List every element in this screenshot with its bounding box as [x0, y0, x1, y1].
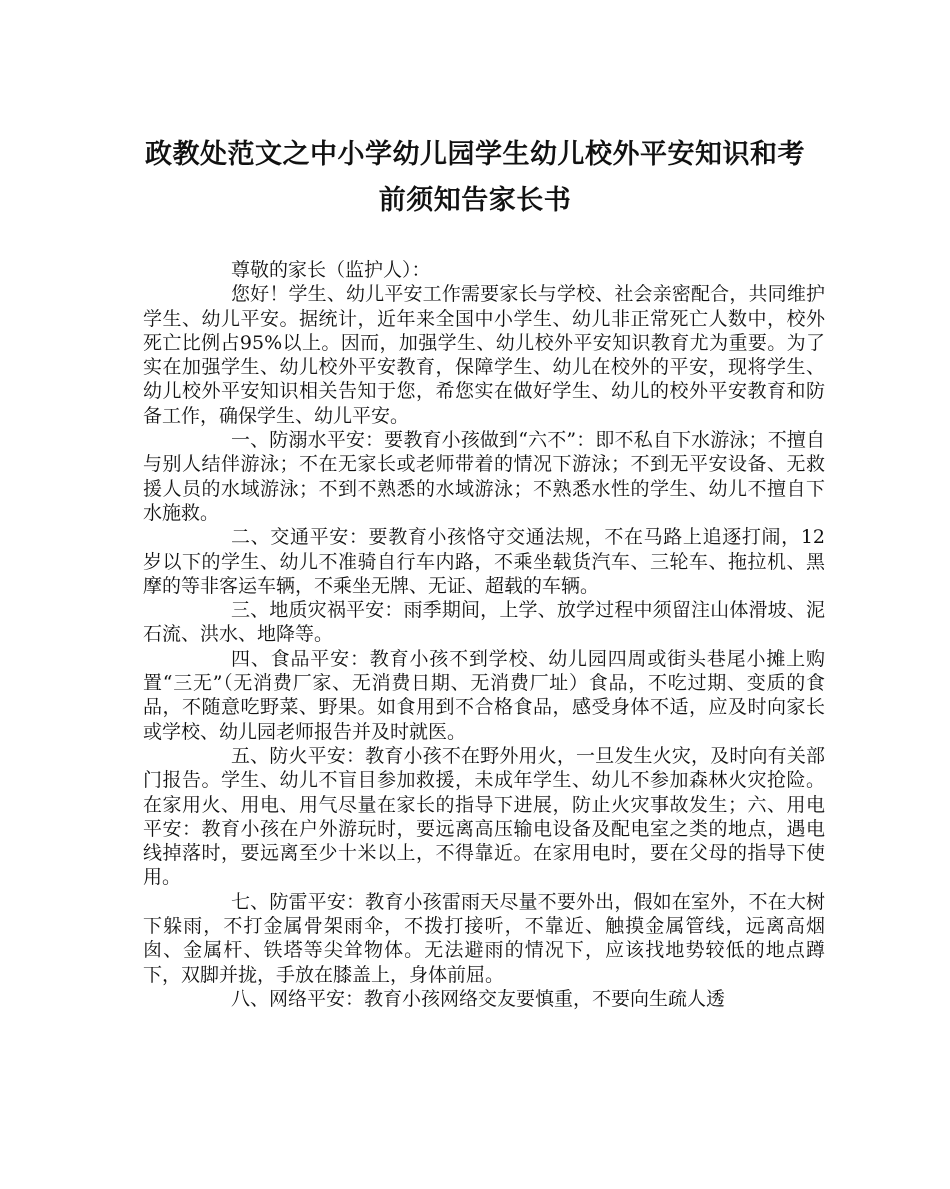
paragraph-traffic-safety: 二、交通平安：要教育小孩恪守交通法规，不在马路上追逐打闹，12岁以下的学生、幼儿不准骑自行车内路，不乘坐载货汽车、三轮车、拖拉机、黑摩的等非客运车辆，不乘坐无牌、无证、超载的车辆。 — [143, 526, 825, 597]
paragraph-greeting: 您好！学生、幼儿平安工作需要家长与学校、社会亲密配合，共同维护学生、幼儿平安。据统计，近年来全国中小学生、幼儿非正常死亡人数中，校外死亡比例占95%以上。因而，加强学生、幼儿校外平安知识教育尤为重要。为了实在加强学生、幼儿校外平安教育，保障学生、幼儿在校外的平安，现将学生、幼儿校外平安知识相关告知于您，希您实在做好学生、幼儿的校外平安教育和防备工作，确保学生、幼儿平安。 — [143, 283, 825, 427]
paragraph-lightning-safety: 七、防雷平安：教育小孩雷雨天尽量不要外出，假如在室外，不在大树下躲雨，不打金属骨架雨伞，不拨打接听，不靠近、触摸金属管线，远离高烟囱、金属杆、铁塔等尖耸物体。无法避雨的情况下，应该找地势较低的地点蹲下，双脚并拢，手放在膝盖上，身体前屈。 — [143, 890, 825, 986]
paragraph-drowning-safety: 一、防溺水平安：要教育小孩做到“六不”：即不私自下水游泳；不擅自与别人结伴游泳；不在无家长或老师带着的情况下游泳；不到无平安设备、无救援人员的水域游泳；不到不熟悉的水域游泳；不熟悉水性的学生、幼儿不擅自下水施救。 — [143, 429, 825, 524]
document-body — [143, 258, 825, 1011]
paragraph-food-safety: 四、食品平安：教育小孩不到学校、幼儿园四周或街头巷尾小摊上购置“三无”（无消费厂家、无消费日期、无消费厂址）食品，不吃过期、变质的食品，不随意吃野菜、野果。如食用到不合格食品，感受身体不适，应及时向家长或学校、幼儿园老师报告并及时就医。 — [143, 647, 825, 743]
document-title-line-1: 政教处范文之中小学幼儿园学生幼儿校外平安知识和考 — [145, 139, 805, 170]
paragraph-fire-and-electric-safety: 五、防火平安：教育小孩不在野外用火，一旦发生火灾，及时向有关部门报告。学生、幼儿不盲目参加救援，未成年学生、幼儿不参加森林火灾抢险。在家用火、用电、用气尽量在家长的指导下进展，防止火灾事故发生；六、用电平安：教育小孩在户外游玩时，要远离高压输电设备及配电室之类的地点，遇电线掉落时，要远离至少十米以上，不得靠近。在家用电时，要在父母的指导下使用。 — [143, 744, 825, 889]
paragraph-network-safety: 八、网络平安：教育小孩网络交友要慎重，不要向生疏人透 — [231, 987, 726, 1010]
document-title-line-2: 前须知告家长书 — [378, 185, 572, 216]
paragraph-geological-safety: 三、地质灾祸平安：雨季期间，上学、放学过程中须留注山体滑坡、泥石流、洪水、地降等。 — [143, 599, 825, 646]
salutation: 尊敬的家长（监护人）： — [231, 259, 431, 281]
